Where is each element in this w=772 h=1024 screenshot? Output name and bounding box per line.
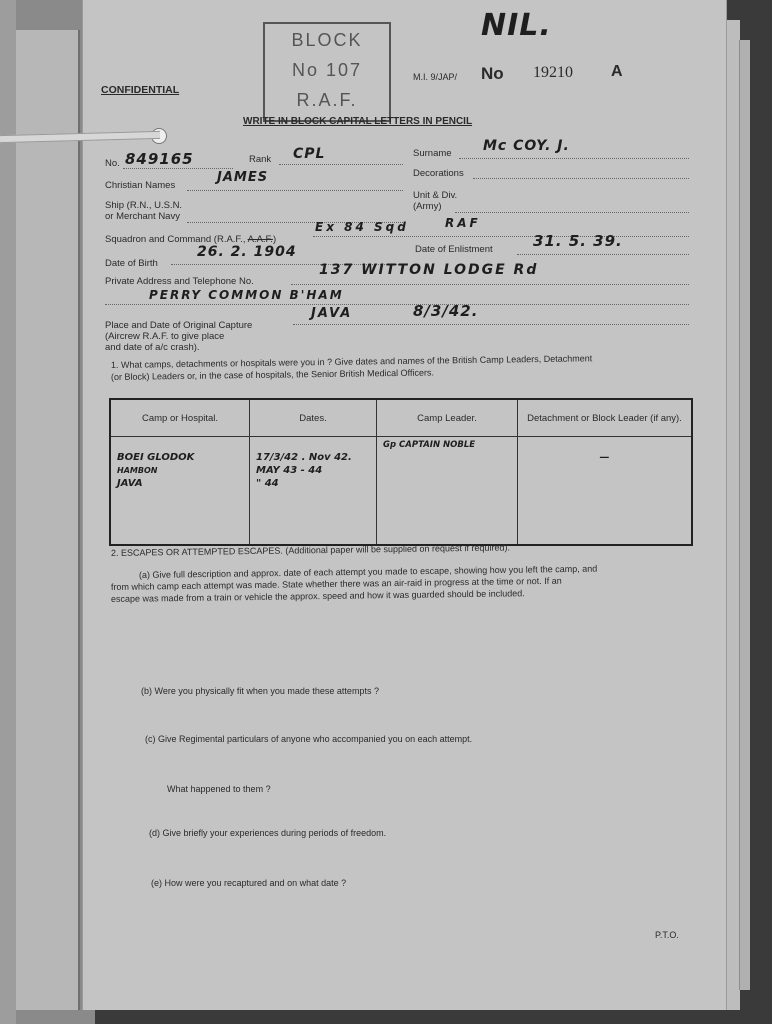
unit-line [455,212,689,213]
surname-label: Surname [413,148,452,159]
surname-value: Mc COY. J. [483,138,570,154]
form-page [82,0,727,1010]
folder-edge [16,30,80,1010]
header-camp-leader: Camp Leader. [377,399,518,437]
capture-date-value: 8/3/42. [413,302,479,320]
capture-line [293,324,689,325]
detachment-cell [518,437,693,546]
question-2c-part-2: What happened to them ? [167,784,271,794]
question-2c: (c) Give Regimental particulars of anyone who accompanied you on each attempt. [145,734,473,744]
ship-label-2: or Merchant Navy [105,211,180,222]
camps-table [109,398,693,546]
squadron-value-raf: RAF [445,216,481,230]
nil-annotation: NIL. [481,8,552,43]
squadron-label-text: Squadron and Command (R.A.F., [105,234,246,245]
header-dates: Dates. [250,399,377,437]
surname-line [459,158,689,159]
dob-label: Date of Birth [105,258,158,269]
date-entry: MAY 43 - 44 [256,465,323,476]
camp-entry: JAVA [117,478,143,489]
detachment-entry: — [599,452,610,463]
address-label: Private Address and Telephone No. [105,276,254,287]
camps-cell [110,437,250,546]
address-line-1 [291,284,689,285]
confidential-label: CONFIDENTIAL [101,84,180,96]
camp-entry: HAMBON [117,466,158,475]
question-1-line-2: (or Block) Leaders or, in the case of hospitals, the Senior British Medical Officers. [110,367,435,382]
squadron-value: Ex 84 Sqd [315,220,409,234]
enlistment-line [517,254,689,255]
number-label: No [481,64,504,83]
header-camp-or-hospital: Camp or Hospital. [110,399,250,437]
question-2d: (d) Give briefly your experiences during periods of freedom. [149,828,387,838]
question-2a-line-2: from which camp each attempt was made. State whether there was an air-raid in progress at the time or not. If an [110,575,562,592]
stamp-line-2: No 107 [291,60,363,80]
question-2-title: 2. ESCAPES OR ATTEMPTED ESCAPES. (Additional paper will be supplied on request if required). [110,542,511,558]
header-detachment-leader: Detachment or Block Leader (if any). [518,399,693,437]
christian-names-value: JAMES [217,170,269,185]
squadron-label-struck: A.A.F. [247,234,273,245]
ship-label-1: Ship (R.N., U.S.N. [105,200,183,211]
leader-cell [377,437,518,546]
stamp-line-3: R.A.F. [296,90,358,110]
page-stack-edge [739,40,750,990]
question-2b: (b) Were you physically fit when you made these attempts ? [141,686,379,696]
form-reference: M.I. 9/JAP/ [413,72,458,82]
rank-label: Rank [249,154,272,165]
address-value-2: PERRY COMMON B'HAM [149,288,344,302]
form-number: 19210 [533,64,573,81]
folder-cover [0,0,95,1024]
capture-label-1: Place and Date of Original Capture [105,320,253,331]
squadron-label-close: ) [272,234,277,245]
capture-label-2: (Aircrew R.A.F. to give place [105,331,225,342]
christian-names-label: Christian Names [105,180,176,191]
dob-value: 26. 2. 1904 [197,244,297,260]
rank-line [279,164,403,165]
question-2e: (e) How were you recaptured and on what date ? [151,878,347,888]
capture-label-3: and date of a/c crash). [105,342,200,353]
folder-spine [0,0,16,1024]
decorations-line [473,178,689,179]
form-suffix: A [611,63,623,80]
unit-label-1: Unit & Div. [413,190,458,201]
address-value-1: 137 WITTON LODGE Rd [319,262,539,278]
date-entry: " 44 [256,478,279,489]
block-stamp [263,22,391,122]
date-entry: 17/3/42 . Nov 42. [256,452,352,463]
enlistment-label: Date of Enlistment [415,244,493,255]
stamp-line-1: BLOCK [291,30,363,50]
question-2a-line-1: (a) Give full description and approx. date of each attempt you made to escape, showing how you left the camp, and [138,563,598,580]
unit-label-2: (Army) [413,201,442,212]
service-number-value: 849165 [125,150,194,168]
table-row [110,437,692,546]
rank-value: CPL [293,146,326,162]
page-stack-edge [725,20,740,1010]
address-line-2 [105,304,689,305]
dates-cell [250,437,377,546]
question-1-line-1: 1. What camps, detachments or hospitals were you in ? Give dates and names of the British Camp Leaders, Detachment [110,353,593,370]
christian-names-line [187,190,403,191]
service-number-line [123,168,233,169]
decorations-label: Decorations [413,168,464,179]
camp-entry: BOEI GLODOK [117,452,195,463]
leader-entry: Gp CAPTAIN NOBLE [383,440,476,450]
service-number-label: No. [105,158,120,169]
question-2a-line-3: escape was made from a train or vehicle the approx. speed and how it was guarded should be included. [110,588,525,604]
instruction-heading: WRITE IN BLOCK CAPITAL LETTERS IN PENCIL [243,116,473,127]
please-turn-over: P.T.O. [655,930,679,940]
capture-place-value: JAVA [311,306,353,321]
enlistment-value: 31. 5. 39. [533,232,623,250]
squadron-line [313,236,689,237]
